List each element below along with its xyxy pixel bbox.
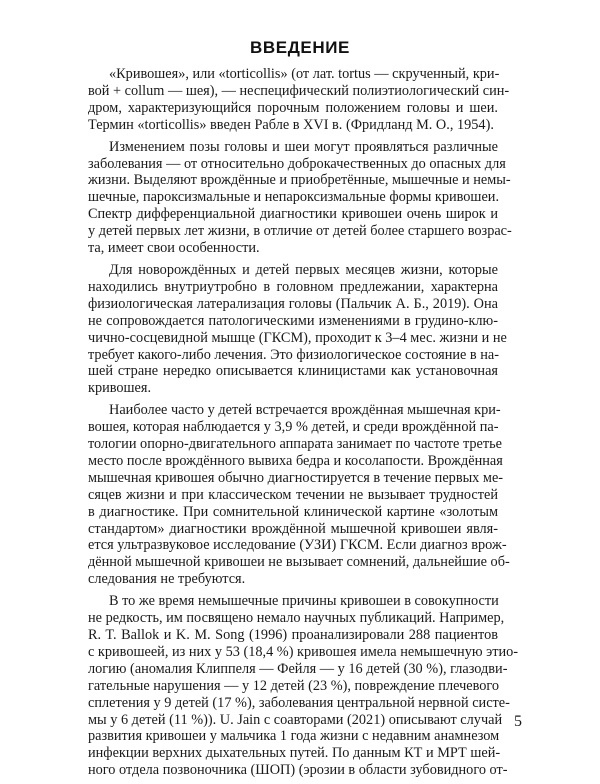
text-line: инфекции верхних дыхательных путей. По данным КТ и МРТ шей- <box>88 745 501 762</box>
text-line: R. T. Ballok и K. M. Song (1996) проанализировали 288 пациентов <box>88 627 498 643</box>
text-line: требует какого-либо лечения. Это физиологическое состояние в на- <box>88 346 500 363</box>
text-line: с кривошеей, из них у 53 (18,4 %) кривошея имела немышечную этио- <box>88 643 519 660</box>
text-line: мы у 6 детей (11 %)). U. Jain с соавторами (2021) описывают случай <box>88 711 503 728</box>
text-line: сплетения у 9 детей (17 %), заболевания центральной нервной систе- <box>88 694 510 711</box>
text-line: вой + collum — шея), — неспецифический полиэтиологический син- <box>88 82 510 99</box>
text-line: мышечная кривошея обычно диагностируется в течение первых ме- <box>88 469 504 486</box>
text-line: у детей первых лет жизни, в отличие от детей более старшего возрас- <box>88 223 512 240</box>
paragraph <box>88 593 519 779</box>
text-line: Для новорождённых и детей первых месяцев жизни, которые <box>109 261 498 278</box>
text-line: дённой мышечной кривошеи не вызывает сомнений, дальнейшие об- <box>88 554 510 571</box>
text-line: логию (аномалия Клиппеля — Фейля — у 16 детей (30 %), глазодви- <box>88 660 508 677</box>
text-line: жизни. Выделяют врождённые и приобретённые, мышечные и немы- <box>88 172 511 189</box>
text-line: место после врождённого вывиха бедра и косолапости. Врождённая <box>88 452 503 469</box>
text-line: развития кривошеи у мальчика 1 года жизни с недавним анамнезом <box>88 728 500 745</box>
text-line: находились внутриутробно в головном предлежании, характерна <box>88 278 498 295</box>
text-line: дром, характеризующийся порочным положением головы и шеи. <box>88 99 498 116</box>
text-line: следования не требуются. <box>88 571 246 588</box>
text-line: стандартом» диагностики врождённой мышечной кривошеи явля- <box>88 520 498 537</box>
text-line: сяцев жизни и при классическом течении не вызывает трудностей <box>88 486 498 503</box>
text-line: не редкость, им посвящено немало научных публикаций. Например, <box>88 610 505 627</box>
text-line: Спектр дифференциальной диагностики кривошеи очень широк и <box>88 206 498 223</box>
text-line: Термин «torticollis» введен Рабле в XVI в. (Фридланд М. О., 1954). <box>88 116 494 133</box>
text-line: «Кривошея», или «torticollis» (от лат. tortus — скрученный, кри- <box>109 66 500 82</box>
text-line: та, имеет свои особенности. <box>88 240 260 257</box>
text-line: кривошея. <box>88 380 152 397</box>
text-line: тологии опорно-двигательного аппарата занимает по частоте третье <box>88 436 502 453</box>
text-line: шечные, пароксизмальные и непароксизмальные формы кривошеи. <box>88 189 500 206</box>
paragraph <box>88 261 507 397</box>
text-line: Изменением позы головы и шеи могут проявляться различные <box>109 138 498 155</box>
page-number: 5 <box>514 713 522 730</box>
text-line: заболевания — от относительно доброкачественных до опасных для <box>88 155 506 172</box>
text-line: шей стране нередко описывается клиницистами как установочная <box>88 363 498 380</box>
text-line: физиологическая латерализация головы (Пальчик А. Б., 2019). Она <box>88 295 498 312</box>
text-line: вошея, которая наблюдается у 3,9 % детей, и среди врождённой па- <box>88 419 499 436</box>
text-line: ного отдела позвоночника (ШОП) (эрозии в области зубовидного от- <box>88 762 508 779</box>
text-line: не сопровождается патологическими изменениями в грудино-клю- <box>88 312 498 329</box>
body-text <box>88 66 519 784</box>
paragraph <box>88 138 512 257</box>
text-line: ется ультразвуковое исследование (УЗИ) ГКСМ. Если диагноз врож- <box>88 537 507 554</box>
text-line: гательные нарушения — у 12 детей (23 %), повреждение плечевого <box>88 677 500 694</box>
paragraph <box>88 66 510 134</box>
text-line: В то же время немышечные причины кривошеи в совокупности <box>109 593 499 610</box>
text-line: Наиболее часто у детей встречается врождённая мышечная кри- <box>109 402 501 419</box>
text-line: чично-сосцевидной мышце (ГКСМ), проходит к 3–4 мес. жизни и не <box>88 329 507 346</box>
paragraph <box>88 402 510 588</box>
page-title: ВВЕДЕНИЕ <box>250 38 350 57</box>
text-line: в диагностике. При сомнительной клинической картине «золотым <box>88 503 498 520</box>
